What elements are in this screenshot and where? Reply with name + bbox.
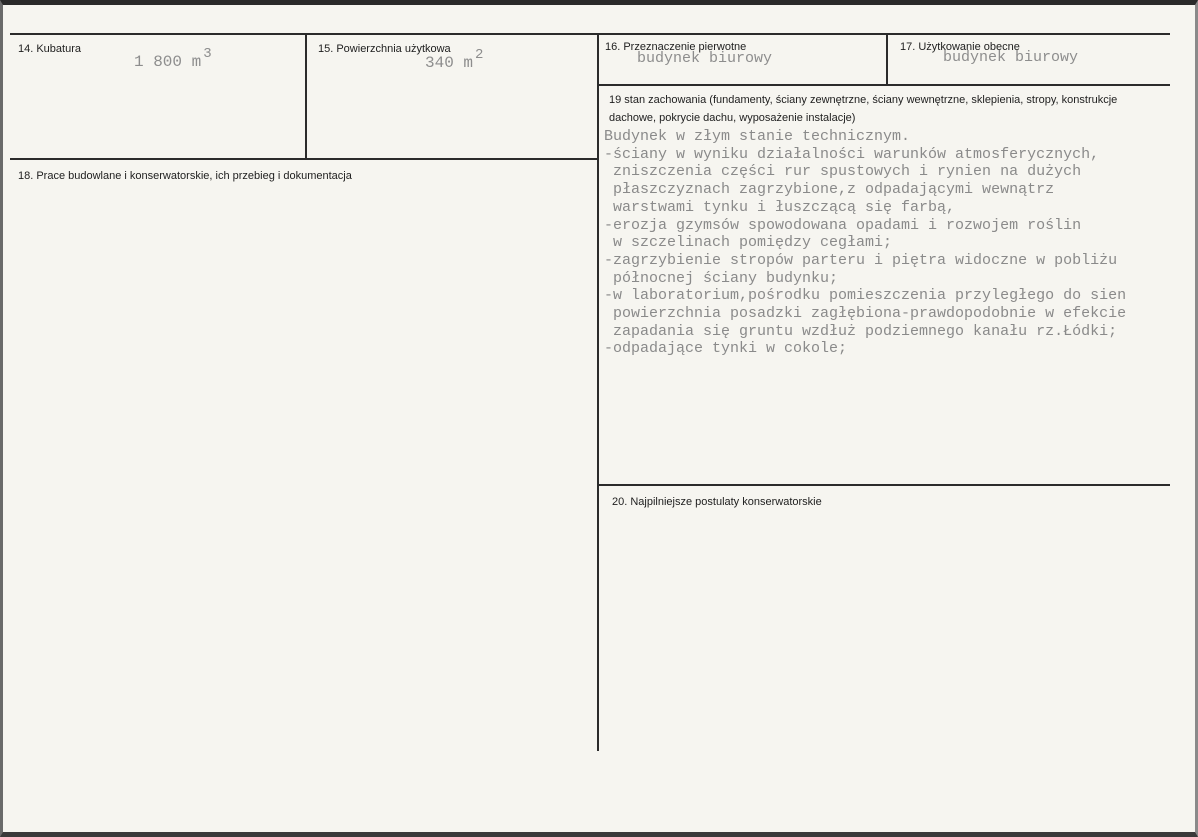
field-14-label: 14. Kubatura [18, 43, 81, 55]
area-unit-sup: 2 [475, 47, 484, 63]
condition-line-2: -ściany w wyniku działalności warunków atmosferycznych, [604, 145, 1100, 163]
field-17-label: 17. Użytkowanie obecne [900, 41, 1020, 53]
field-16-value: budynek biurowy [637, 50, 773, 67]
condition-line-1: Budynek w złym stanie technicznym. [604, 128, 911, 145]
field-20-label: 20. Najpilniejsze postulaty konserwatorskie [612, 496, 822, 508]
condition-line-6: -erozja gzymsów spowodowana opadami i rozwojem roślin [604, 216, 1082, 234]
field-15-label: 15. Powierzchnia użytkowa [318, 43, 451, 55]
condition-line-3: zniszczenia części rur spustowych i rynien na dużych [604, 163, 1082, 181]
condition-line-5: warstwami tynku i łuszczącą się farbą, [604, 198, 956, 216]
field-17-value: budynek biurowy [943, 49, 1079, 66]
field-14-value [134, 46, 212, 71]
condition-line-9: północnej ściany budynku; [604, 269, 839, 287]
condition-line-10: -w laboratorium,pośrodku pomieszczenia przyległego do sien [604, 287, 1127, 305]
condition-line-13: -odpadające tynki w cokole; [604, 340, 848, 358]
condition-line-7: w szczelinach pomiędzy cegłami; [604, 234, 893, 252]
condition-line-8: -zagrzybienie stropów parteru i piętra widoczne w pobliżu [604, 251, 1118, 269]
field-19-text [604, 128, 1196, 358]
condition-line-12: zapadania się gruntu wzdłuż podziemnego kanału rz.Łódki; [604, 322, 1118, 340]
condition-line-11: powierzchnia posadzki zagłębiona-prawdopodobnie w efekcie [604, 305, 1127, 323]
condition-line-4: płaszczyznach zagrzybione,z odpadającymi wewnątrz [604, 181, 1055, 199]
divider-left-right [597, 33, 599, 751]
field-16-label: 16. Przeznaczenie pierwotne [605, 41, 747, 53]
divider-14-15 [305, 33, 307, 159]
area-value: 340 m [425, 54, 474, 72]
divider-16-17 [886, 33, 888, 85]
field-15-value [425, 47, 483, 72]
kubatura-value: 1 800 m [134, 53, 202, 71]
section19-bottom-line [597, 484, 1170, 486]
field-19-label: 19 stan zachowania (fundamenty, ściany zewnętrzne, ściany wewnętrzne, sklepienia, stropy, konstrukcje dachowe, pokrycie dachu, wyposażenie instalacje) [609, 94, 1118, 124]
row1-bottom-line-right [597, 84, 1170, 86]
kubatura-unit-sup: 3 [203, 46, 212, 62]
row1-bottom-line-left [10, 158, 598, 160]
top-border-line [10, 33, 1170, 35]
field-18-label: 18. Prace budowlane i konserwatorskie, ich przebieg i dokumentacja [18, 170, 352, 182]
